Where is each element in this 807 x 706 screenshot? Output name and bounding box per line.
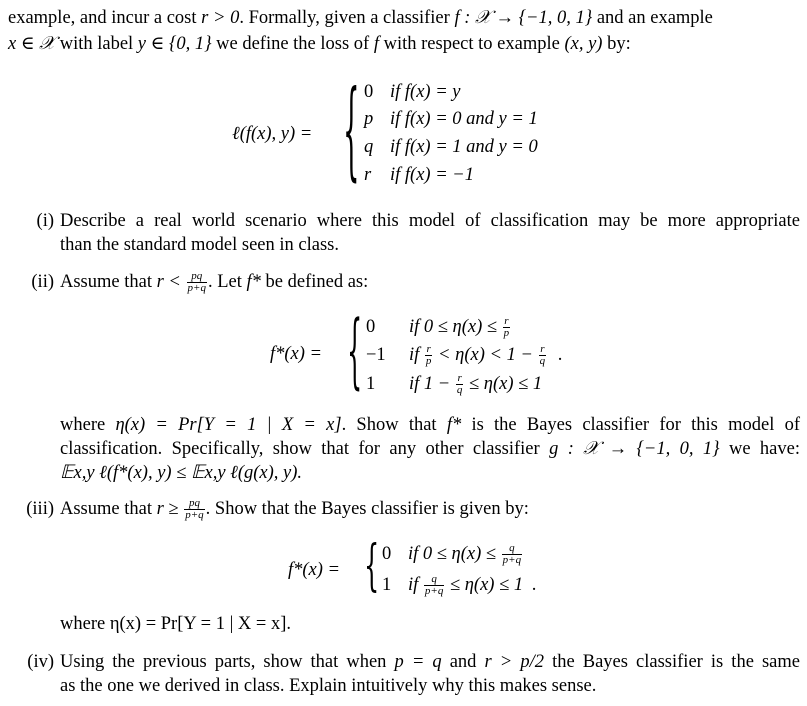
trailing-period: . <box>531 575 537 595</box>
case-value: 0 <box>382 544 392 564</box>
fstar-lhs: f*(x) = <box>270 344 323 364</box>
fraction-denominator: p+q <box>187 282 206 295</box>
fstar-case <box>366 372 375 396</box>
fraction-numerator: q <box>509 542 515 555</box>
fraction-numerator: r <box>426 343 431 356</box>
math-inline: f* <box>446 415 462 435</box>
left-brace: { <box>347 303 363 399</box>
fraction-denominator: p <box>503 327 510 340</box>
item-iv-line-2: as the one we derived in class. Explain intuitively why this makes sense. <box>60 676 597 696</box>
cond-text: if 1 − <box>409 374 451 394</box>
loss-case-cond: if f(x) = y <box>390 82 461 102</box>
text: classification. Specifically, show that for any other classifier <box>60 439 550 459</box>
loss-case-cond: if f(x) = 1 and y = 0 <box>390 137 538 157</box>
case-value: 1 <box>382 575 392 595</box>
case-value: 1 <box>366 374 376 394</box>
case-value: r <box>364 165 372 185</box>
intro-text: we define the loss of <box>211 34 374 54</box>
math-inline: p = q <box>394 652 442 672</box>
intro-text: and an example <box>592 8 713 28</box>
text: is the Bayes classifier for this model of <box>461 415 800 435</box>
case-value: −1 <box>366 345 386 365</box>
cond-text: if <box>409 345 420 365</box>
cond-text: < η(x) < 1 − <box>438 345 533 365</box>
fraction-denominator: p+q <box>424 585 444 598</box>
item-iii-intro <box>60 497 529 521</box>
fraction <box>425 344 433 367</box>
fstar-case-cond <box>409 343 562 367</box>
intro-text: . Formally, given a classifier <box>239 8 455 28</box>
text: Using the previous parts, show that when <box>60 652 395 672</box>
bayes-case-cond <box>408 573 536 597</box>
fraction <box>502 543 522 566</box>
fstar-case-cond <box>409 372 542 396</box>
fraction <box>539 344 547 367</box>
fraction <box>456 373 464 396</box>
item-label-iii: (iii) <box>26 499 54 519</box>
fstar-case-cond <box>409 315 511 339</box>
text: . Let <box>207 272 247 292</box>
fstar-case <box>366 343 386 367</box>
intro-text: example, and incur a cost <box>8 8 202 28</box>
fraction-numerator: r <box>540 343 545 356</box>
left-brace: { <box>343 71 360 195</box>
item-i-line-1: Describe a real world scenario where this model of classification may be more appropriate <box>60 211 800 231</box>
item-label-ii: (ii) <box>31 272 54 292</box>
text: we have: <box>719 439 800 459</box>
math-inline: f* <box>246 272 261 292</box>
intro-text: by: <box>602 34 631 54</box>
math-inline: η(x) = Pr[Y = 1 | X = x] <box>115 415 342 435</box>
fraction-numerator: r <box>504 315 509 328</box>
fraction-denominator: p+q <box>185 509 204 522</box>
item-ii-intro <box>60 270 368 294</box>
item-iv-line-1 <box>60 650 800 674</box>
item-ii-where-line-2 <box>60 437 800 461</box>
math-inline: r ≥ <box>156 499 179 519</box>
loss-case <box>364 107 373 131</box>
bayes-case <box>382 542 391 566</box>
text: Assume that <box>60 272 157 292</box>
loss-case <box>364 135 373 159</box>
item-label-i: (i) <box>36 211 54 231</box>
intro-text: with respect to example <box>379 34 565 54</box>
math-inline: g : 𝒳 → {−1, 0, 1} <box>549 439 720 459</box>
loss-case-cond: if f(x) = −1 <box>390 165 475 185</box>
loss-case <box>364 163 371 187</box>
bayes-case-cond <box>408 542 523 566</box>
fraction <box>184 498 204 521</box>
fraction-numerator: pq <box>191 270 203 283</box>
text: be defined as: <box>260 272 369 292</box>
text: . Show that the Bayes classifier is given by: <box>205 499 529 519</box>
item-label-iv: (iv) <box>27 652 54 672</box>
intro-line-1 <box>8 6 713 30</box>
fraction <box>187 271 207 294</box>
left-brace: { <box>364 533 380 598</box>
fraction-numerator: pq <box>188 497 200 510</box>
fraction-numerator: q <box>431 573 437 586</box>
item-ii-where-line-1 <box>60 413 800 437</box>
case-value: p <box>364 109 374 129</box>
intro-line-2 <box>8 32 631 56</box>
item-iii-where: where η(x) = Pr[Y = 1 | X = x]. <box>60 614 291 634</box>
cond-text: ≤ η(x) ≤ 1 <box>449 575 524 595</box>
loss-case <box>364 80 373 104</box>
fraction-denominator: q <box>456 384 463 397</box>
text: Assume that <box>60 499 157 519</box>
trailing-period: . <box>557 345 563 365</box>
math-inline: r < <box>156 272 181 292</box>
fraction <box>424 574 444 597</box>
case-value: 0 <box>366 317 376 337</box>
math-inline: f <box>373 34 379 54</box>
math-inline: x ∈ 𝒳 <box>8 34 56 54</box>
text: . Show that <box>341 415 447 435</box>
cond-text: if 0 ≤ η(x) ≤ <box>409 317 498 337</box>
item-ii-inequality: 𝔼x,y ℓ(f*(x), y) ≤ 𝔼x,y ℓ(g(x), y). <box>60 463 303 483</box>
fraction-numerator: r <box>457 372 462 385</box>
text: the Bayes classifier is the same <box>544 652 800 672</box>
case-value: q <box>364 137 374 157</box>
text: and <box>441 652 485 672</box>
cond-text: if 0 ≤ η(x) ≤ <box>408 544 497 564</box>
cond-text: ≤ η(x) ≤ 1 <box>469 374 543 394</box>
math-inline: y ∈ {0, 1} <box>137 34 212 54</box>
case-value: 0 <box>364 82 374 102</box>
fstar-case <box>366 315 375 339</box>
fraction <box>503 316 511 339</box>
item-i-line-2: than the standard model seen in class. <box>60 235 339 255</box>
cond-text: if <box>408 575 419 595</box>
math-inline: f : 𝒳 → {−1, 0, 1} <box>454 8 593 28</box>
bayes-case <box>382 573 391 597</box>
math-inline: r > p/2 <box>484 652 544 672</box>
bayes-lhs: f*(x) = <box>288 560 341 580</box>
math-inline: (x, y) <box>564 34 603 54</box>
fraction-denominator: p+q <box>502 554 522 567</box>
loss-case-cond: if f(x) = 0 and y = 1 <box>390 109 538 129</box>
text: where <box>60 415 116 435</box>
fraction-denominator: p <box>425 355 432 368</box>
loss-lhs: ℓ(f(x), y) = <box>232 124 313 144</box>
fraction-denominator: q <box>539 355 546 368</box>
math-inline: r > 0 <box>201 8 240 28</box>
intro-text: with label <box>55 34 138 54</box>
